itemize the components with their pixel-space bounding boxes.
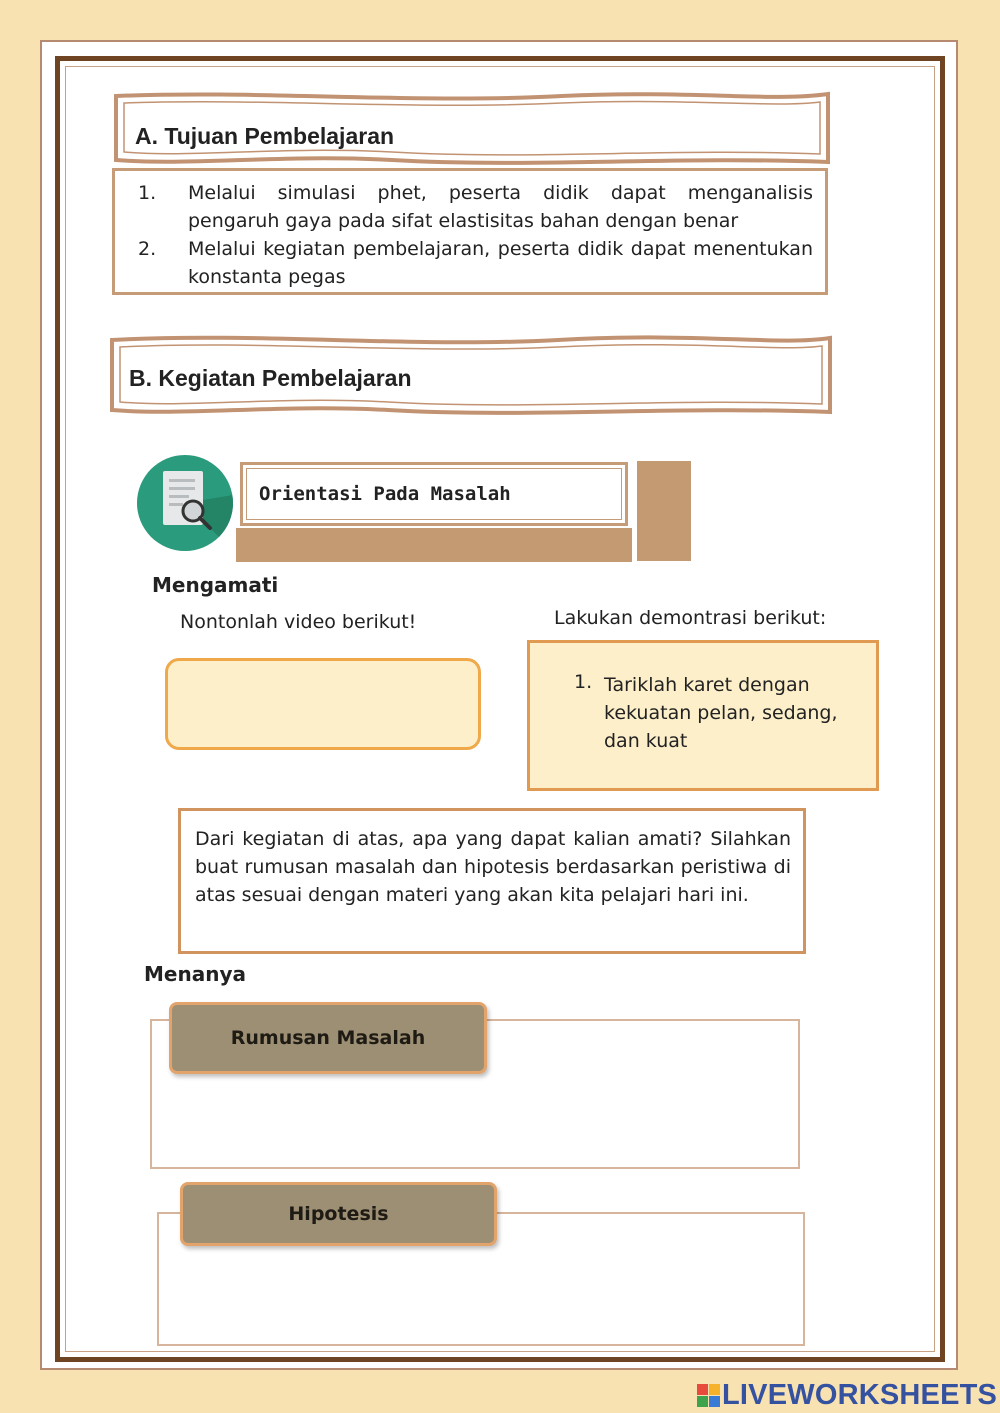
video-prompt: Nontonlah video berikut! [180, 611, 417, 633]
demo-step-text: Tariklah karet dengan kekuatan pelan, sedang, dan kuat [604, 674, 838, 752]
menanya-heading: Menanya [144, 962, 246, 986]
question-text: Dari kegiatan di atas, apa yang dapat kalian amati? Silahkan buat rumusan masalah dan hipotesis berdasarkan peristiwa di atas sesuai dengan materi yang akan kita pelajari hari ini. [195, 828, 791, 906]
document-magnifier-icon [137, 455, 233, 551]
stage-label-bar [236, 528, 632, 562]
stage-label: Orientasi Pada Masalah [259, 483, 511, 505]
goal-text: Melalui kegiatan pembelajaran, peserta didik dapat menentukan konstanta pegas [188, 238, 813, 288]
section-a-title: A. Tujuan Pembelajaran [135, 123, 395, 149]
stage-label-box [240, 462, 628, 526]
section-b-title: B. Kegiatan Pembelajaran [129, 365, 412, 391]
goal-number: 1. [138, 182, 157, 204]
rumusan-masalah-label: Rumusan Masalah [169, 1002, 487, 1074]
hipotesis-label: Hipotesis [180, 1182, 497, 1246]
watermark-text: LIVEWORKSHEETS [722, 1378, 998, 1411]
goal-item [138, 179, 813, 235]
demo-prompt: Lakukan demontrasi berikut: [554, 607, 827, 629]
liveworksheets-watermark [697, 1378, 997, 1412]
video-placeholder[interactable] [165, 658, 481, 750]
demo-box [527, 640, 879, 791]
question-box [178, 808, 806, 954]
demo-step-number: 1. [574, 671, 593, 693]
mengamati-heading: Mengamati [152, 573, 279, 597]
goal-text: Melalui simulasi phet, peserta didik dapat menganalisis pengaruh gaya pada sifat elastisitas bahan dengan benar [188, 182, 813, 232]
stage-label-side-block [637, 461, 691, 561]
goal-item [138, 235, 813, 291]
goal-number: 2. [138, 238, 157, 260]
liveworksheets-logo-icon [697, 1384, 720, 1407]
